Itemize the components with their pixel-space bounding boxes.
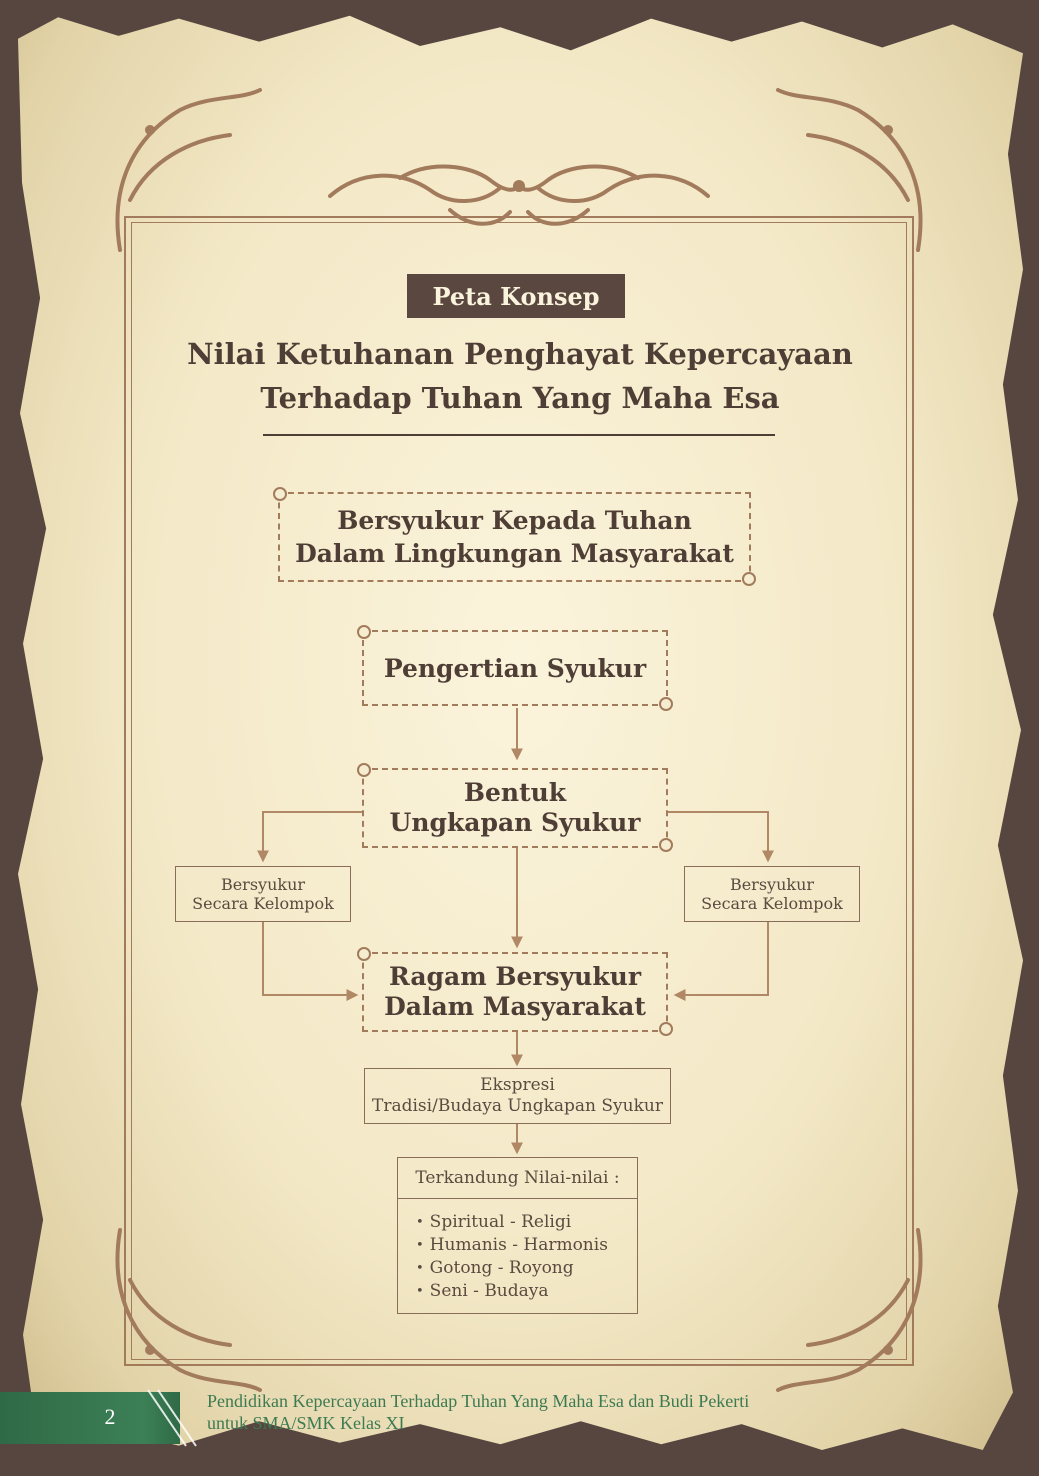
top-box-line1: Bersyukur Kepada Tuhan [337,506,692,535]
left-box-line1: Bersyukur [220,875,306,894]
footer-book-title [207,1390,749,1434]
concept-map-badge: Peta Konsep [407,274,625,318]
bentuk-line2: Ungkapan Syukur [389,808,641,837]
footer-line2: untuk SMA/SMK Kelas XI [207,1413,405,1433]
value-item: • Spiritual - Religi [416,1211,637,1234]
value-item: • Gotong - Royong [416,1257,637,1280]
right-box-line1: Bersyukur [729,875,815,894]
values-heading: Terkandung Nilai-nilai : [398,1158,637,1199]
ragam-line2: Dalam Masyarakat [384,992,646,1021]
page-title-line2: Terhadap Tuhan Yang Maha Esa [260,381,780,415]
ekspresi-line1: Ekspresi [480,1075,555,1095]
top-box-line2: Dalam Lingkungan Masyarakat [295,539,734,568]
value-item: • Seni - Budaya [416,1280,637,1303]
ragam-line1: Ragam Bersyukur [388,962,642,991]
pengertian-label: Pengertian Syukur [383,653,647,683]
ekspresi-line2: Tradisi/Budaya Ungkapan Syukur [372,1096,663,1116]
page-number: 2 [104,1404,116,1429]
page-title-line1: Nilai Ketuhanan Penghayat Kepercayaan [187,337,853,371]
bentuk-line1: Bentuk [463,778,567,807]
left-box-line2: Secara Kelompok [192,894,334,913]
right-box-line2: Secara Kelompok [701,894,843,913]
footer-line1: Pendidikan Kepercayaan Terhadap Tuhan Yang Maha Esa dan Budi Pekerti [207,1391,750,1411]
value-item: • Humanis - Harmonis [416,1234,637,1257]
